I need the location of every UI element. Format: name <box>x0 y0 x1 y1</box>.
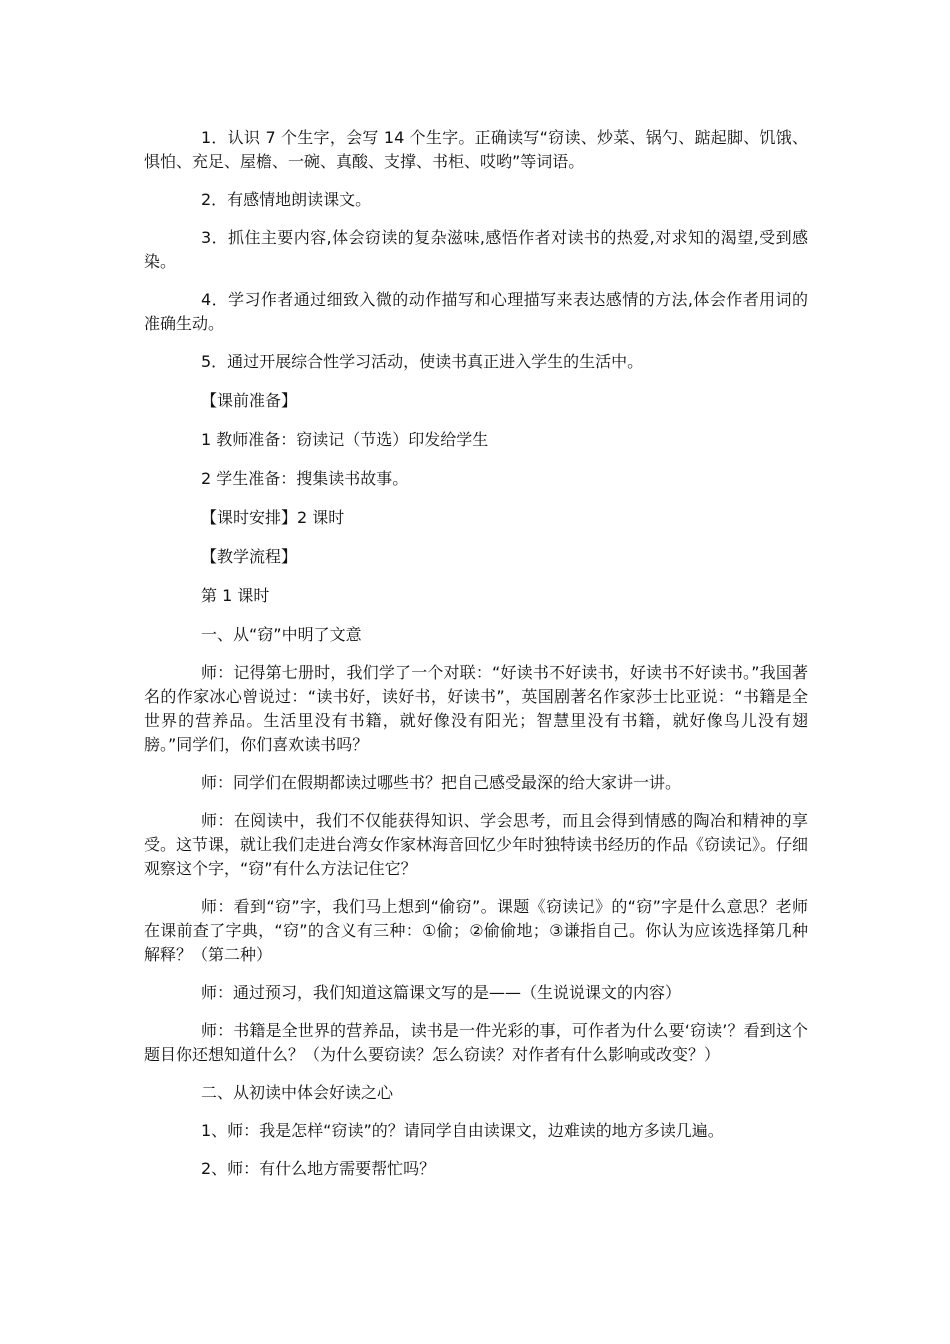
objective-3: 3．抓住主要内容,体会窃读的复杂滋味,感悟作者对读书的热爱,对求知的渴望,受到感染。 <box>144 228 808 271</box>
student-preparation: 2 学生准备：搜集读书故事。 <box>201 469 409 488</box>
section-heading-preparation: 【课前准备】 <box>201 391 298 410</box>
objective-5: 5．通过开展综合性学习活动，使读书真正进入学生的生活中。 <box>201 352 644 371</box>
part-two-heading: 二、从初读中体会好读之心 <box>201 1083 394 1102</box>
step-2: 2、师：有什么地方需要帮忙吗？ <box>201 1159 436 1178</box>
section-heading-process: 【教学流程】 <box>201 547 298 566</box>
objective-2: 2．有感情地朗读课文。 <box>201 190 372 209</box>
step-1: 1、师：我是怎样“窃读”的？请同学自由读课文，边难读的地方多读几遍。 <box>201 1121 724 1140</box>
lesson-title: 第 1 课时 <box>201 586 270 605</box>
objective-1: 1．认识 7 个生字，会写 14 个生字。正确读写“窃读、炒菜、锅勺、踮起脚、饥饿、惧怕、充足、屋檐、一碗、真酸、支撑、书柜、哎哟”等词语。 <box>144 128 808 171</box>
teacher-paragraph-holiday-books: 师：同学们在假期都读过哪些书？把自己感受最深的给大家讲一讲。 <box>201 773 682 792</box>
teacher-preparation: 1 教师准备：窃读记（节选）印发给学生 <box>201 430 489 449</box>
teacher-paragraph-questions: 师：书籍是全世界的营养品，读书是一件光彩的事，可作者为什么要‘窃读’？看到这个题目你还想知道什么？（为什么要窃读？怎么窃读？对作者有什么影响或改变？） <box>144 1021 808 1064</box>
teacher-paragraph-couplet: 师：记得第七册时，我们学了一个对联：“好读书不好读书，好读书不好读书。”我国著名的作家冰心曾说过：“读书好，读好书，好读书”，英国剧著名作家莎士比亚说：“书籍是全世界的营养品。生活里没有书籍，就好像没有阳光；智慧里没有书籍，就好像鸟儿没有翅膀。”同学们，你们喜欢读书吗？ <box>144 663 808 754</box>
document-page <box>144 126 808 1181</box>
teacher-paragraph-character-meaning: 师：看到“窃”字，我们马上想到“偷窃”。课题《窃读记》的“窃”字是什么意思？老师在课前查了字典，“窃”的含义有三种：①偷；②偷偷地；③谦指自己。你认为应该选择第几种解释？（第二种） <box>144 897 808 964</box>
section-heading-schedule: 【课时安排】2 课时 <box>201 508 345 527</box>
part-one-heading: 一、从“窃”中明了文意 <box>201 625 362 644</box>
teacher-paragraph-preview: 师：通过预习，我们知道这篇课文写的是——（生说说课文的内容） <box>201 983 682 1002</box>
objective-4: 4．学习作者通过细致入微的动作描写和心理描写来表达感情的方法,体会作者用词的准确生动。 <box>144 290 808 333</box>
teacher-paragraph-reading-benefits: 师：在阅读中，我们不仅能获得知识、学会思考，而且会得到情感的陶冶和精神的享受。这节课，就让我们走进台湾女作家林海音回忆少年时独特读书经历的作品《窃读记》。仔细观察这个字，“窃”有什么方法记住它？ <box>144 811 809 878</box>
